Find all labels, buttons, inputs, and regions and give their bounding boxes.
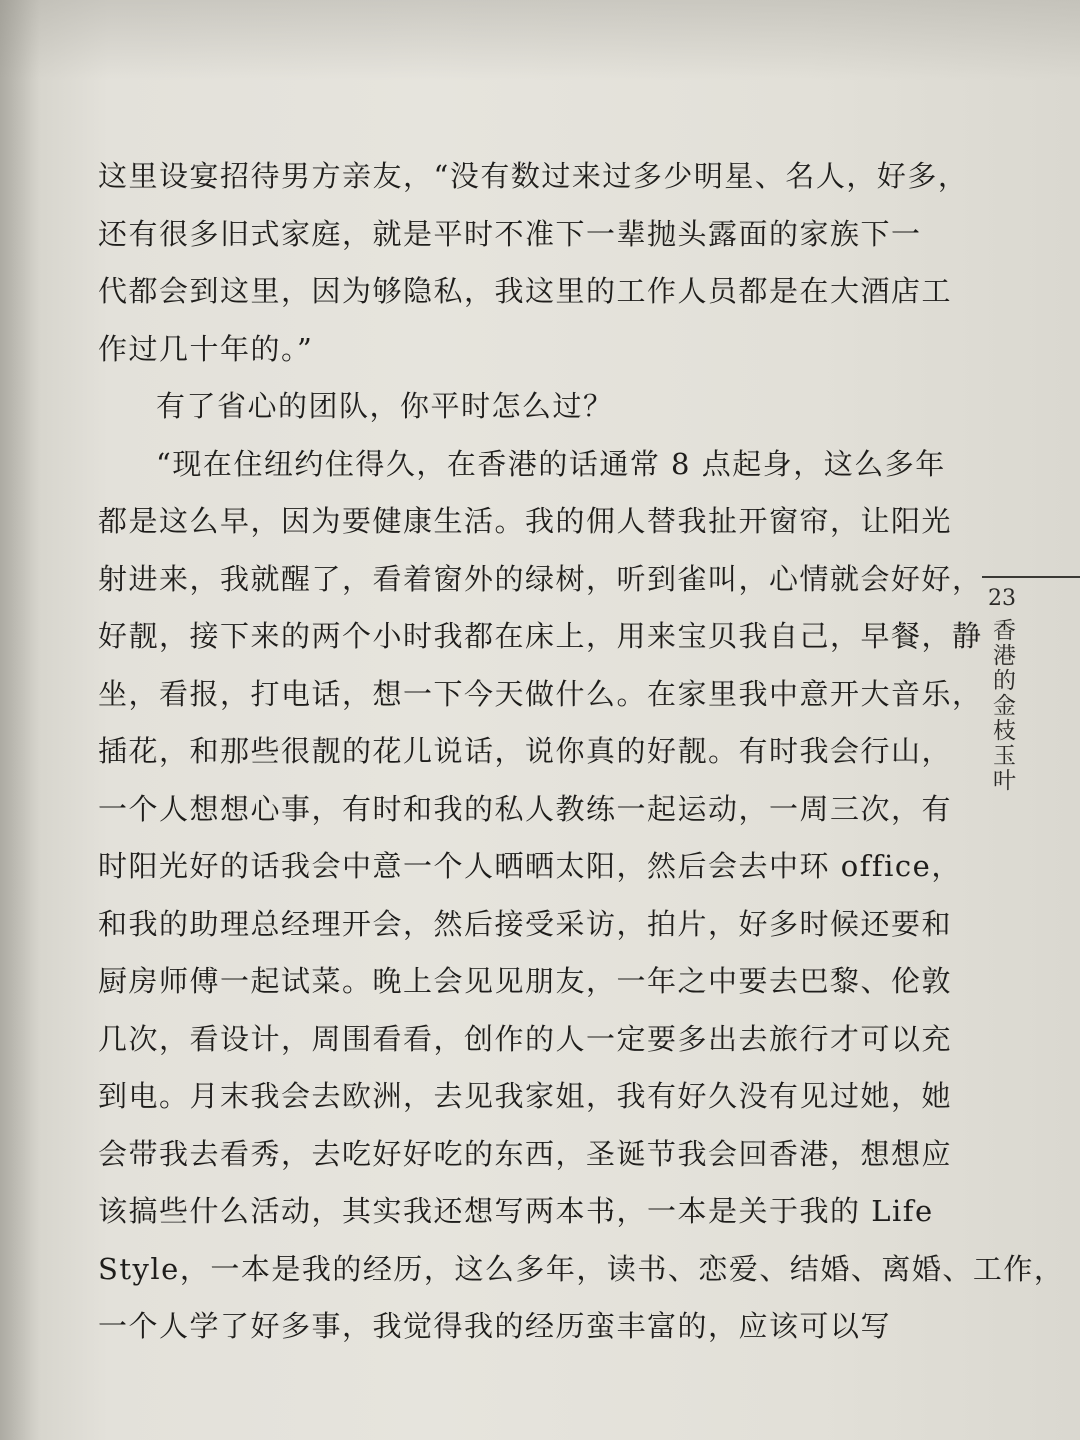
- text-line: 和我的助理总经理开会，然后接受采访，拍片，好多时候还要和: [98, 906, 953, 941]
- text-line: 厨房师傅一起试菜。晚上会见见朋友，一年之中要去巴黎、伦敦: [98, 964, 953, 998]
- text-line: “现在住纽约住得久，在香港的话通常 8 点起身，这么多年: [156, 446, 946, 481]
- text-line: 有了省心的团队，你平时怎么过？: [156, 389, 614, 423]
- text-line: 该搞些什么活动，其实我还想写两本书，一本是关于我的 Life: [98, 1194, 934, 1228]
- text-line: 作过几十年的。”: [98, 331, 314, 366]
- text-line: 几次，看设计，周围看看，创作的人一定要多出去旅行才可以充: [98, 1021, 953, 1056]
- text-line: 这里设宴招待男方亲友，“没有数过来过多少明星、名人，好多，: [98, 159, 969, 193]
- text-line: 会带我去看秀，去吃好好吃的东西，圣诞节我会回香港，想想应: [98, 1136, 953, 1171]
- running-head: [982, 576, 1080, 793]
- text-line: 到电。月末我会去欧洲，去见我家姐，我有好久没有见过她，她: [98, 1079, 953, 1113]
- text-line: Style，一本是我的经历，这么多年，读书、恋爱、结婚、离婚、工作，: [98, 1251, 1065, 1286]
- text-line: 都是这么早，因为要健康生活。我的佣人替我扯开窗帘，让阳光: [98, 504, 953, 538]
- text-line: 射进来，我就醒了，看着窗外的绿树，听到雀叫，心情就会好好，: [98, 561, 983, 596]
- text-line: 坐，看报，打电话，想一下今天做什么。在家里我中意开大音乐，: [98, 676, 983, 711]
- book-title: 香港的金枝玉叶: [989, 618, 1015, 793]
- page-gutter-shadow: [0, 0, 40, 1440]
- text-line: 时阳光好的话我会中意一个人晒晒太阳，然后会去中环 office，: [98, 849, 962, 883]
- page-number: 23: [988, 586, 1016, 611]
- text-line: 插花，和那些很靓的花儿说话，说你真的好靓。有时我会行山，: [98, 734, 953, 768]
- text-line: 一个人想想心事，有时和我的私人教练一起运动，一周三次，有: [98, 791, 953, 826]
- running-head-rule: [982, 576, 1080, 578]
- text-line: 一个人学了好多事，我觉得我的经历蛮丰富的，应该可以写: [98, 1309, 892, 1343]
- text-line: 好靓，接下来的两个小时我都在床上，用来宝贝我自己，早餐，静: [98, 619, 983, 653]
- text-line: 代都会到这里，因为够隐私，我这里的工作人员都是在大酒店工: [98, 274, 953, 308]
- text-line: 还有很多旧式家庭，就是平时不准下一辈抛头露面的家族下一: [98, 216, 922, 251]
- page-top-shadow: [0, 0, 1080, 80]
